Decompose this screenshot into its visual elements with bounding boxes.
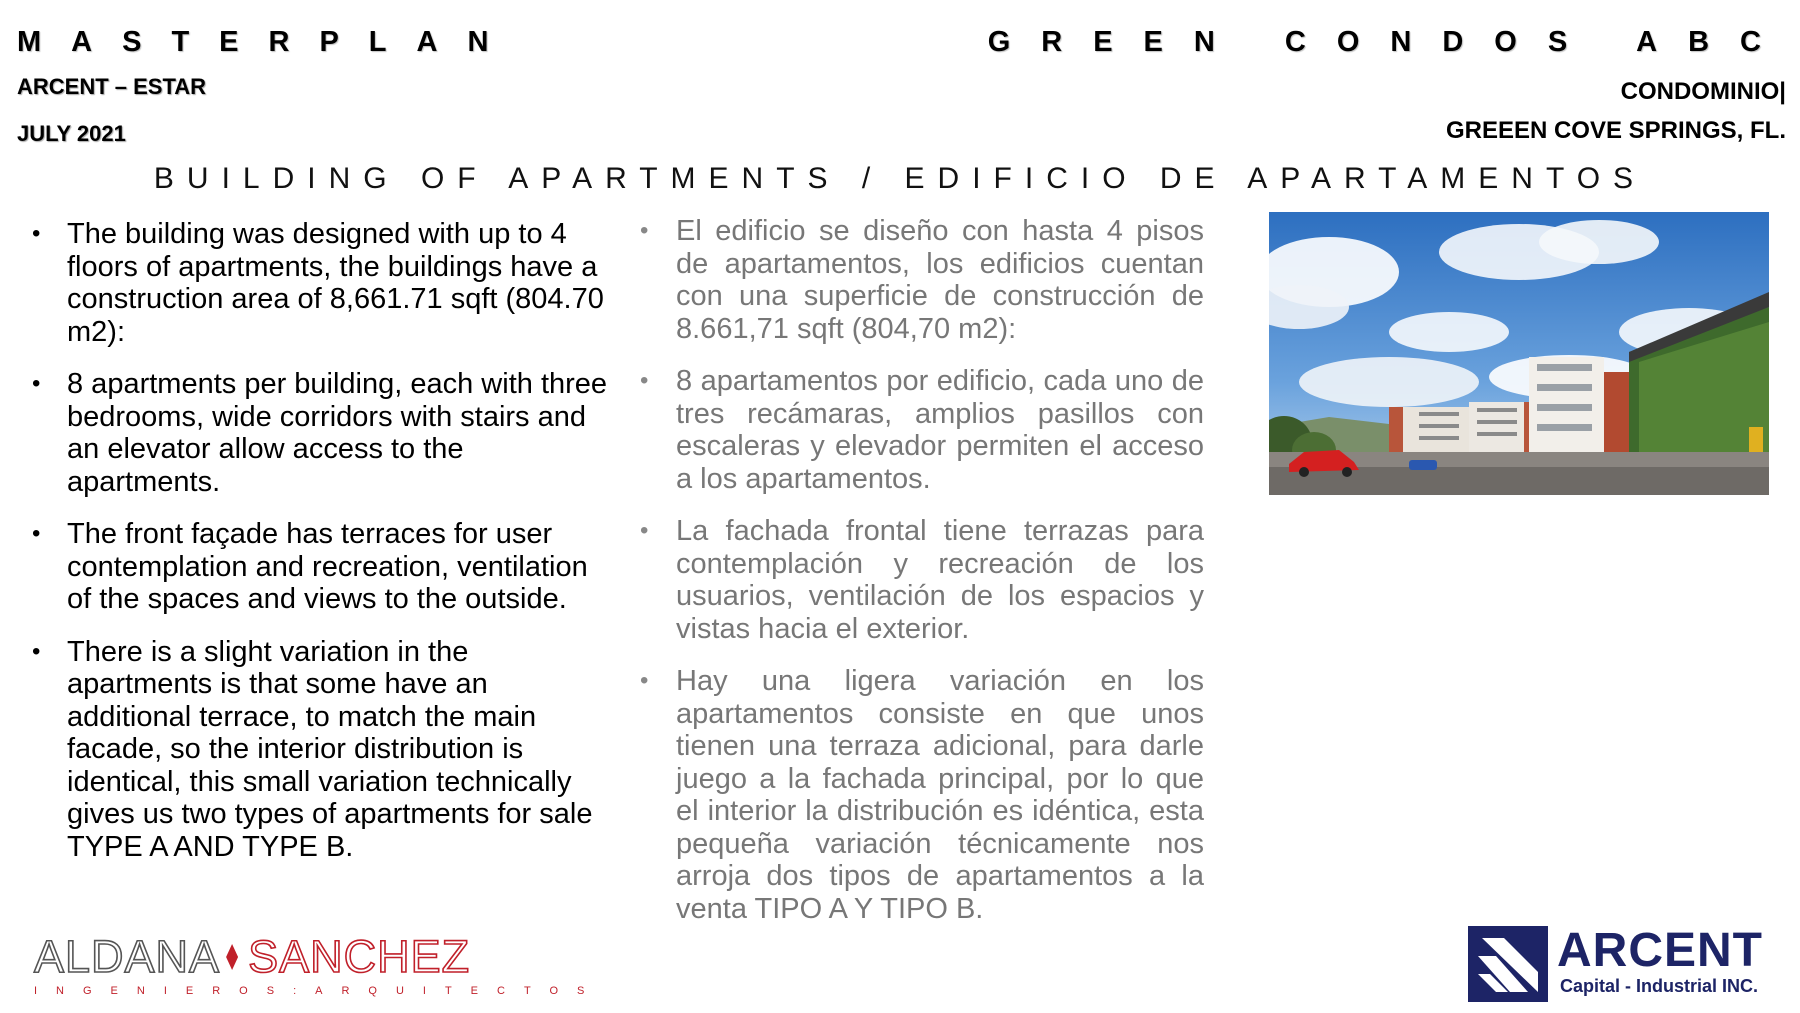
english-bullet: • The building was designed with up to 4 floors of apartments, the buildings have a construction area of 8,661.71 sqft (804.70 m2): [30,218,610,348]
building-render-svg [1269,212,1769,495]
section-title: BUILDING OF APARTMENTS / EDIFICIO DE APARTAMENTOS [153,162,1647,195]
project-date: JULY 2021 [17,121,126,146]
arcent-tagline: Capital - Industrial INC. [1560,976,1759,996]
brand-title: GREEN CONDOS ABC [987,26,1792,58]
diamond-separator-icon [226,944,238,970]
spanish-bullet-list [638,215,1204,945]
project-name: ARCENT – ESTAR [17,74,207,99]
english-bullet: • The front façade has terraces for user contemplation and recreation, ventilation of the spaces and views to the outside. [30,518,610,616]
sanchez-word: SANCHEZ [248,931,471,982]
spanish-bullet: • 8 apartamentos por edificio, cada uno de tres recámaras, amplios pasillos con escaleras y elevador permiten el acceso a los apartamentos. [638,365,1204,495]
spanish-bullet: • La fachada frontal tiene terrazas para contemplación y recreación de los usuarios, ventilación de los espacios y vistas hacia el exterior. [638,515,1204,645]
english-bullet: • 8 apartments per building, each with three bedrooms, wide corridors with stairs and an elevator allow access to the apartments. [30,368,610,498]
aldana-sanchez-wordmark [34,931,564,982]
spanish-bullet: • Hay una ligera variación en los apartamentos consiste en que unos tienen una terraza adicional, para darle juego a la fachada principal, por lo que el interior la distribución es idéntica, esta pequeña variación técnicamente nos arroja dos tipos de apartamentos a la venta TIPO A Y TIPO B. [638,665,1204,925]
location-label: GREEEN COVE SPRINGS, FL. [1445,117,1786,144]
condo-label: CONDOMINIO| [1620,78,1786,105]
arcent-mark-icon [1468,926,1548,1002]
aldana-sanchez-logo [34,931,604,999]
aldana-subtitle: INGENIEROS:ARQUITECTOS [34,985,604,997]
masterplan-title: MASTERPLAN [17,26,519,58]
arcent-wordmark: ARCENT [1557,924,1763,977]
building-render-image [1269,212,1769,495]
aldana-word: ALDANA [34,931,221,982]
masterplan-heading [17,26,518,58]
arcent-logo [1468,922,1788,1002]
spanish-bullet: • El edificio se diseño con hasta 4 pisos de apartamentos, los edificios cuentan con una superficie de construcción de 8.661,71 sqft (804,70 m2): [638,215,1204,345]
english-bullet-list [30,218,610,883]
english-bullet: • There is a slight variation in the apartments is that some have an additional terrace, to match the main facade, so the interior distribution is identical, this small variation technically gives us two types of apartments for sale TYPE A AND TYPE B. [30,636,610,864]
